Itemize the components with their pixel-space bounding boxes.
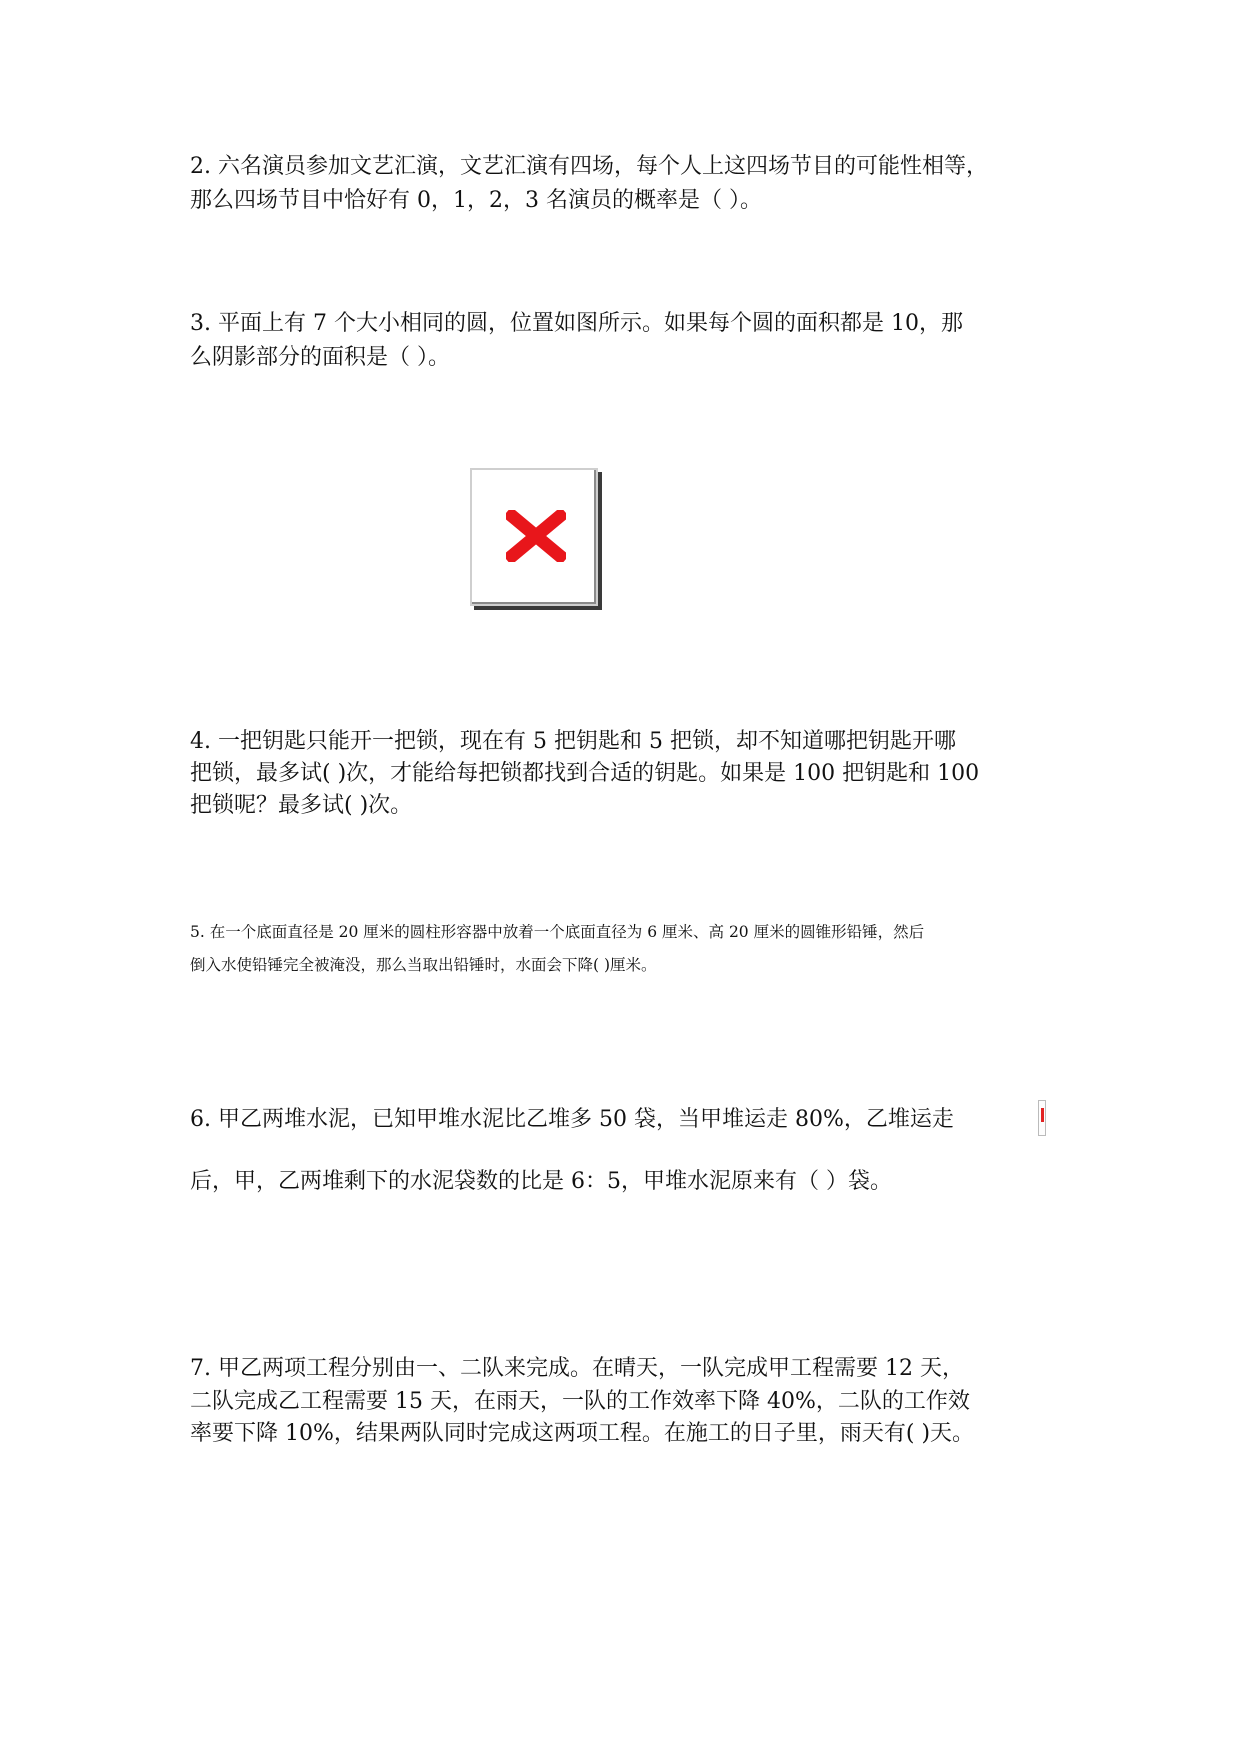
question-7-line-2: 二队完成乙工程需要 15 天，在雨天，一队的工作效率下降 40%，二队的工作效 <box>190 1389 970 1414</box>
question-4-line-3: 把锁呢？最多试( )次。 <box>190 793 413 818</box>
broken-image-placeholder <box>470 468 598 606</box>
question-4-line-1: 4. 一把钥匙只能开一把锁，现在有 5 把钥匙和 5 把锁，却不知道哪把钥匙开哪 <box>190 729 956 754</box>
question-6-line-1: 6. 甲乙两堆水泥，已知甲堆水泥比乙堆多 50 袋，当甲堆运走 80%，乙堆运走 <box>190 1107 954 1132</box>
red-x-icon <box>506 510 566 562</box>
question-3-line-1: 3. 平面上有 7 个大小相同的圆，位置如图所示。如果每个圆的面积都是 10，那 <box>190 311 963 336</box>
question-5-line-1: 5. 在一个底面直径是 20 厘米的圆柱形容器中放着一个底面直径为 6 厘米、高 20 厘米的圆锥形铅锤，然后 <box>190 923 925 941</box>
question-7-line-3: 率要下降 10%，结果两队同时完成这两项工程。在施工的日子里，雨天有( )天。 <box>190 1421 975 1446</box>
broken-image-marker-icon <box>1038 1100 1046 1136</box>
question-6-line-2: 后，甲，乙两堆剩下的水泥袋数的比是 6：5，甲堆水泥原来有（ ）袋。 <box>190 1169 892 1194</box>
question-5-line-2: 倒入水使铅锤完全被淹没，那么当取出铅锤时，水面会下降( )厘米。 <box>190 956 657 974</box>
question-2-line-1: 2. 六名演员参加文艺汇演，文艺汇演有四场，每个人上这四场节目的可能性相等， <box>190 154 988 179</box>
question-4-line-2: 把锁，最多试( )次，才能给每把锁都找到合适的钥匙。如果是 100 把钥匙和 100 <box>190 761 980 786</box>
question-2-line-2: 那么四场节目中恰好有 0，1，2，3 名演员的概率是（ ）。 <box>190 188 762 213</box>
question-7-line-1: 7. 甲乙两项工程分别由一、二队来完成。在晴天，一队完成甲工程需要 12 天， <box>190 1356 964 1381</box>
question-3-line-2: 么阴影部分的面积是（ ）。 <box>190 345 450 370</box>
